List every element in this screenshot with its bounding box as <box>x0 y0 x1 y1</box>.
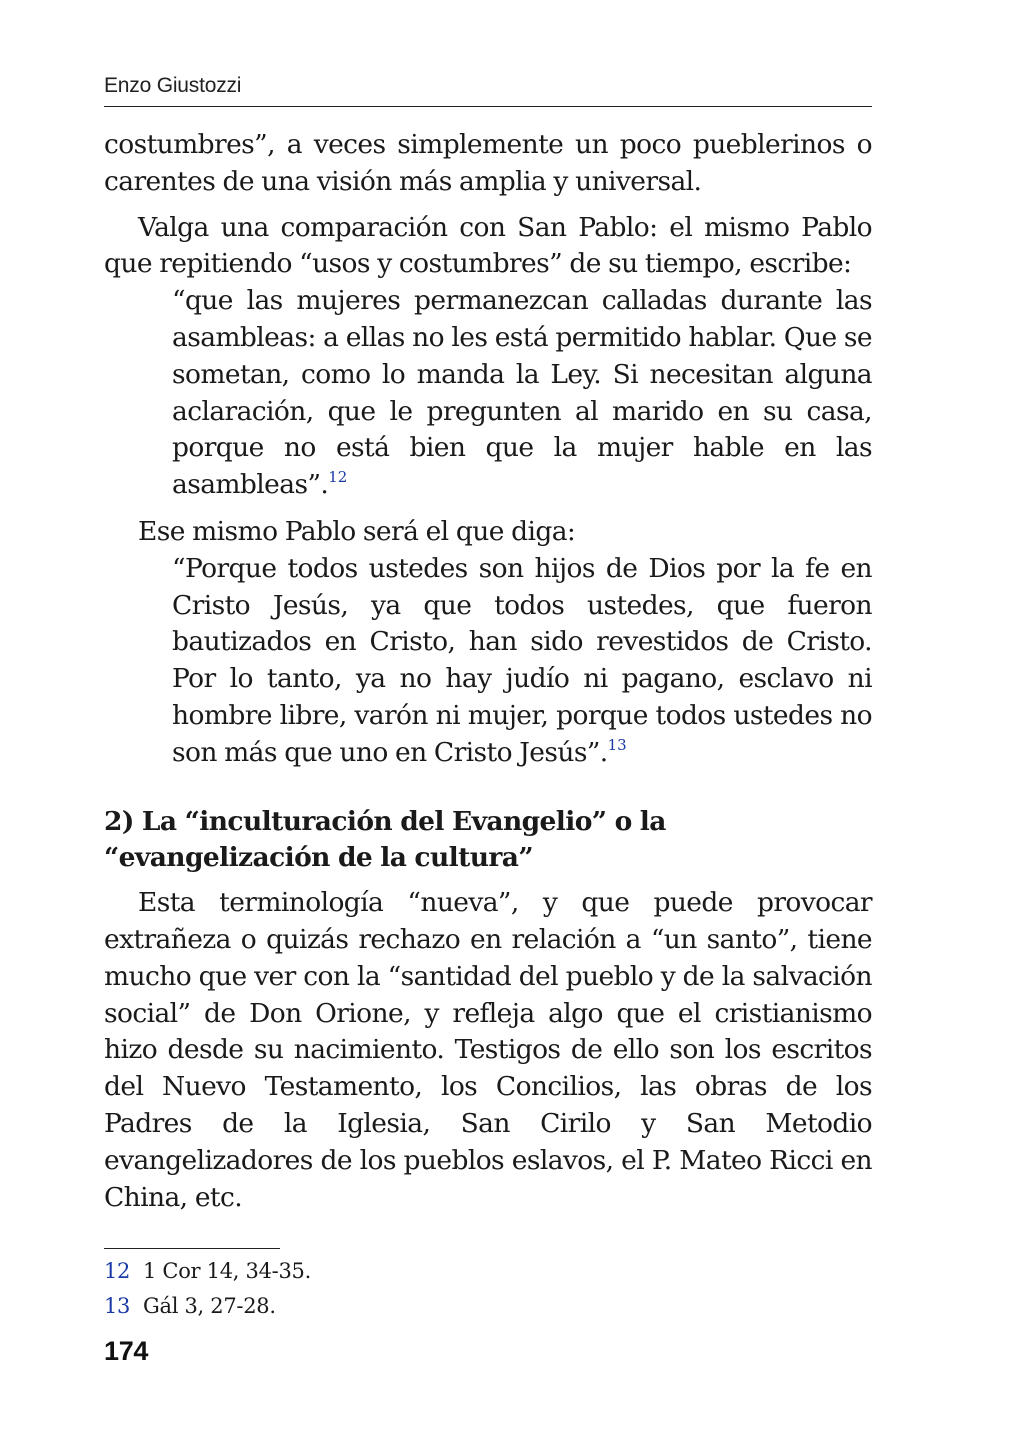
section-heading-line-2: “evangelización de la cultura” <box>104 842 533 874</box>
footnote-text: 1 Cor 14, 34-35. <box>143 1259 311 1283</box>
paragraph-san-pablo: Valga una comparación con San Pablo: el mismo Pablo que repitiendo “usos y costumbres” de su tiempo, escribe: <box>104 211 872 280</box>
footnote-12 <box>104 1254 872 1289</box>
section-heading <box>104 804 872 878</box>
section-heading-line-1: 2) La “inculturación del Evangelio” o la <box>104 805 666 837</box>
main-text <box>104 127 872 1216</box>
footnote-text: Gál 3, 27-28. <box>143 1294 276 1318</box>
running-head: Enzo Giustozzi <box>104 74 242 97</box>
footnote-ref-12[interactable]: 12 <box>328 468 348 487</box>
quote-2-text: “Porque todos ustedes son hijos de Dios por la fe en Cristo Jesús, ya que todos ustedes, que fueron bautizados en Cristo, han sido revestidos de Cristo. Por lo tanto, ya no hay judío ni pagano, esclavo ni hombre libre, varón ni mujer, porque todos ustedes no son más que uno en Cristo Jesús”. <box>172 552 872 768</box>
paragraph-continuation: costumbres”, a veces simplemente un poco pueblerinos o carentes de una visión más amplia y universal. <box>104 129 872 197</box>
block-quote-1 <box>172 283 872 504</box>
page-number: 174 <box>104 1336 149 1366</box>
footnote-rule <box>104 1248 280 1249</box>
header-rule <box>104 106 872 107</box>
paragraph-inculturacion: Esta terminología “nueva”, y que puede provocar extrañeza o quizás rechazo en relación a “un santo”, tiene mucho que ver con la “santidad del pueblo y de la salvación social” de Don Orione, y refleja algo que el cristianismo hizo desde su nacimiento. Testigos de ello son los escritos del Nuevo Testamento, los Concilios, las obras de los Padres de la Iglesia, San Cirilo y San Metodio evangelizadores de los pueblos eslavos, el P. Mateo Ricci en China, etc. <box>104 887 872 1213</box>
paragraph-mismo-pablo: Ese mismo Pablo será el que diga: <box>138 515 576 547</box>
footnote-number[interactable]: 13 <box>104 1294 131 1318</box>
footnotes <box>104 1254 872 1324</box>
footnote-13 <box>104 1289 872 1324</box>
block-quote-2 <box>172 551 872 772</box>
footnote-number[interactable]: 12 <box>104 1259 131 1283</box>
footnote-ref-13[interactable]: 13 <box>607 735 627 754</box>
quote-1-text: “que las mujeres permanezcan calladas durante las asambleas: a ellas no les está permitido hablar. Que se sometan, como lo manda la Ley. Si necesitan alguna aclaración, que le pregunten al marido en su casa, porque no está bien que la mujer hable en las asambleas”. <box>172 285 872 501</box>
